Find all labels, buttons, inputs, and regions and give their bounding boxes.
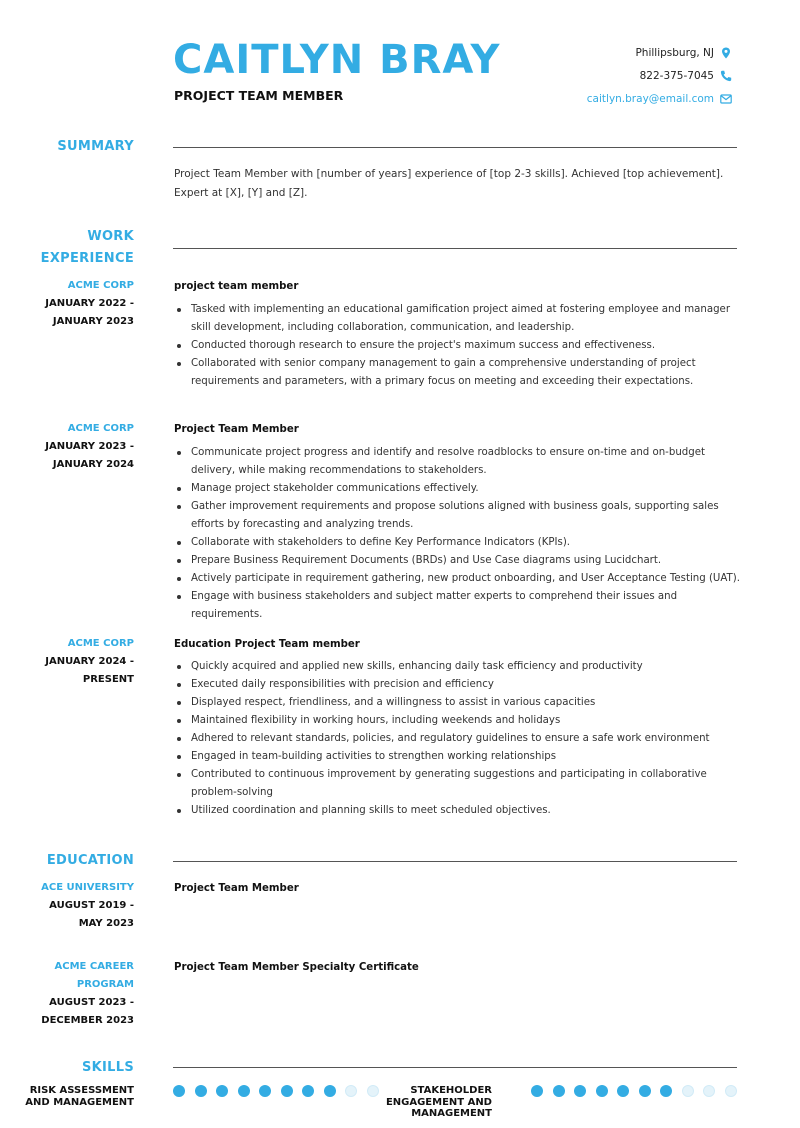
- education-date-start: AUGUST 2023 -: [49, 997, 134, 1008]
- job-role: Project Team Member: [174, 424, 299, 435]
- list-item: Tasked with implementing an educational gamification project aimed at fostering employee and manager skill development, including collaboration, communication, and leadership.: [174, 301, 740, 337]
- skill-label-line: ENGAGEMENT AND: [385, 1096, 492, 1108]
- summary-divider: [173, 147, 737, 148]
- job-company: ACME CORP: [67, 423, 134, 434]
- skill-dot-empty: [367, 1085, 379, 1097]
- email-link[interactable]: caitlyn.bray@email.com: [586, 92, 714, 105]
- skill-dot-filled: [259, 1085, 271, 1097]
- list-item: Gather improvement requirements and propose solutions aligned with business goals, supporting sales efforts by forecasting and analyzing trends.: [174, 498, 740, 534]
- job-role: Education Project Team member: [174, 639, 360, 650]
- contact-email[interactable]: [587, 87, 732, 110]
- skill-dot-filled: [173, 1085, 185, 1097]
- list-item: Collaborate with stakeholders to define Key Performance Indicators (KPIs).: [174, 534, 740, 552]
- education-school: ACE UNIVERSITY: [41, 882, 134, 893]
- job-company: ACME CORP: [67, 280, 134, 291]
- skill-dot-filled: [660, 1085, 672, 1097]
- contact-block: [587, 41, 732, 110]
- skill-dot-filled: [324, 1085, 336, 1097]
- skill-label: [386, 1085, 492, 1120]
- education-meta: [41, 879, 134, 933]
- job-role: project team member: [174, 281, 299, 292]
- candidate-title: PROJECT TEAM MEMBER: [174, 88, 344, 103]
- summary-text: Project Team Member with [number of years] experience of [top 2-3 skills]. Achieved [top achievement]. Expert at [X], [Y] and [Z].: [174, 168, 724, 199]
- contact-location: [587, 41, 732, 64]
- skill-dot-filled: [574, 1085, 586, 1097]
- list-item: Actively participate in requirement gathering, new product onboarding, and User Acceptance Testing (UAT).: [174, 570, 740, 588]
- job-bullets: [174, 301, 740, 391]
- skill-dot-empty: [725, 1085, 737, 1097]
- education-school-line2: PROGRAM: [76, 979, 134, 990]
- list-item: Collaborated with senior company management to gain a comprehensive understanding of project requirements and parameters, with a primary focus on meeting and exceeding their expectations.: [174, 355, 740, 391]
- skill-rating: [173, 1085, 379, 1097]
- job-meta: [45, 420, 134, 474]
- job-date-end: PRESENT: [82, 674, 134, 685]
- education-divider: [173, 861, 737, 862]
- list-item: Utilized coordination and planning skills to meet scheduled objectives.: [174, 802, 740, 820]
- job-bullets: [174, 444, 740, 624]
- skill-label-line: MANAGEMENT: [411, 1108, 492, 1119]
- job-bullets: [174, 658, 740, 820]
- location-text: Phillipsburg, NJ: [635, 46, 714, 59]
- education-school: ACME CAREER: [54, 961, 134, 972]
- list-item: Engage with business stakeholders and subject matter experts to comprehend their issues and requirements.: [174, 588, 740, 624]
- education-heading: EDUCATION: [46, 853, 134, 868]
- skills-heading: SKILLS: [81, 1060, 134, 1075]
- list-item: Adhered to relevant standards, policies, and regulatory guidelines to ensure a safe work environment: [174, 730, 740, 748]
- work-heading-line1: WORK: [87, 229, 134, 244]
- list-item: Quickly acquired and applied new skills, enhancing daily task efficiency and productivity: [174, 658, 740, 676]
- skill-dot-filled: [216, 1085, 228, 1097]
- skill-dot-empty: [682, 1085, 694, 1097]
- skill-dot-filled: [639, 1085, 651, 1097]
- skill-dot-filled: [238, 1085, 250, 1097]
- list-item: Executed daily responsibilities with precision and efficiency: [174, 676, 740, 694]
- job-date-start: JANUARY 2022 -: [45, 298, 134, 309]
- job-company: ACME CORP: [67, 638, 134, 649]
- list-item: Maintained flexibility in working hours, including weekends and holidays: [174, 712, 740, 730]
- skill-dot-filled: [553, 1085, 565, 1097]
- job-date-start: JANUARY 2023 -: [45, 441, 134, 452]
- skill-dot-filled: [302, 1085, 314, 1097]
- skill-label-line: STAKEHOLDER: [410, 1085, 492, 1096]
- work-divider: [173, 248, 737, 249]
- education-date-end: DECEMBER 2023: [41, 1015, 134, 1026]
- job-date-start: JANUARY 2024 -: [45, 656, 134, 667]
- summary-heading: SUMMARY: [57, 139, 134, 154]
- job-date-end: JANUARY 2023: [52, 316, 134, 327]
- skill-dot-filled: [195, 1085, 207, 1097]
- list-item: Contributed to continuous improvement by generating suggestions and participating in collaborative problem-solving: [174, 766, 740, 802]
- list-item: Displayed respect, friendliness, and a willingness to assist in various capacities: [174, 694, 740, 712]
- work-heading-line2: EXPERIENCE: [40, 251, 134, 266]
- skill-label-line: AND MANAGEMENT: [25, 1096, 134, 1108]
- list-item: Conducted thorough research to ensure the project's maximum success and effectiveness.: [174, 337, 740, 355]
- skill-label: [25, 1085, 134, 1108]
- list-item: Prepare Business Requirement Documents (BRDs) and Use Case diagrams using Lucidchart.: [174, 552, 740, 570]
- candidate-name: CAITLYN BRAY: [173, 37, 501, 83]
- education-date-start: AUGUST 2019 -: [49, 900, 134, 911]
- skill-dot-empty: [345, 1085, 357, 1097]
- skills-divider: [173, 1067, 737, 1068]
- envelope-icon: [720, 93, 732, 105]
- map-pin-icon: [720, 47, 732, 59]
- contact-phone: [587, 64, 732, 87]
- skill-dot-filled: [281, 1085, 293, 1097]
- skill-dot-filled: [617, 1085, 629, 1097]
- list-item: Engaged in team-building activities to strengthen working relationships: [174, 748, 740, 766]
- skill-dot-filled: [531, 1085, 543, 1097]
- job-date-end: JANUARY 2024: [52, 459, 134, 470]
- job-meta: [45, 277, 134, 331]
- education-degree: Project Team Member Specialty Certificate: [174, 962, 419, 973]
- job-meta: [45, 635, 134, 689]
- skill-label-line: RISK ASSESSMENT: [29, 1085, 134, 1096]
- work-heading: [41, 226, 134, 270]
- skill-dot-filled: [596, 1085, 608, 1097]
- skill-rating: [531, 1085, 737, 1097]
- skill-dot-empty: [703, 1085, 715, 1097]
- education-meta: [41, 958, 134, 1030]
- list-item: Manage project stakeholder communications effectively.: [174, 480, 740, 498]
- education-degree: Project Team Member: [174, 883, 299, 894]
- phone-text: 822-375-7045: [639, 69, 714, 82]
- phone-icon: [720, 70, 732, 82]
- list-item: Communicate project progress and identify and resolve roadblocks to ensure on-time and on-budget delivery, while making recommendations to stakeholders.: [174, 444, 740, 480]
- education-date-end: MAY 2023: [78, 918, 134, 929]
